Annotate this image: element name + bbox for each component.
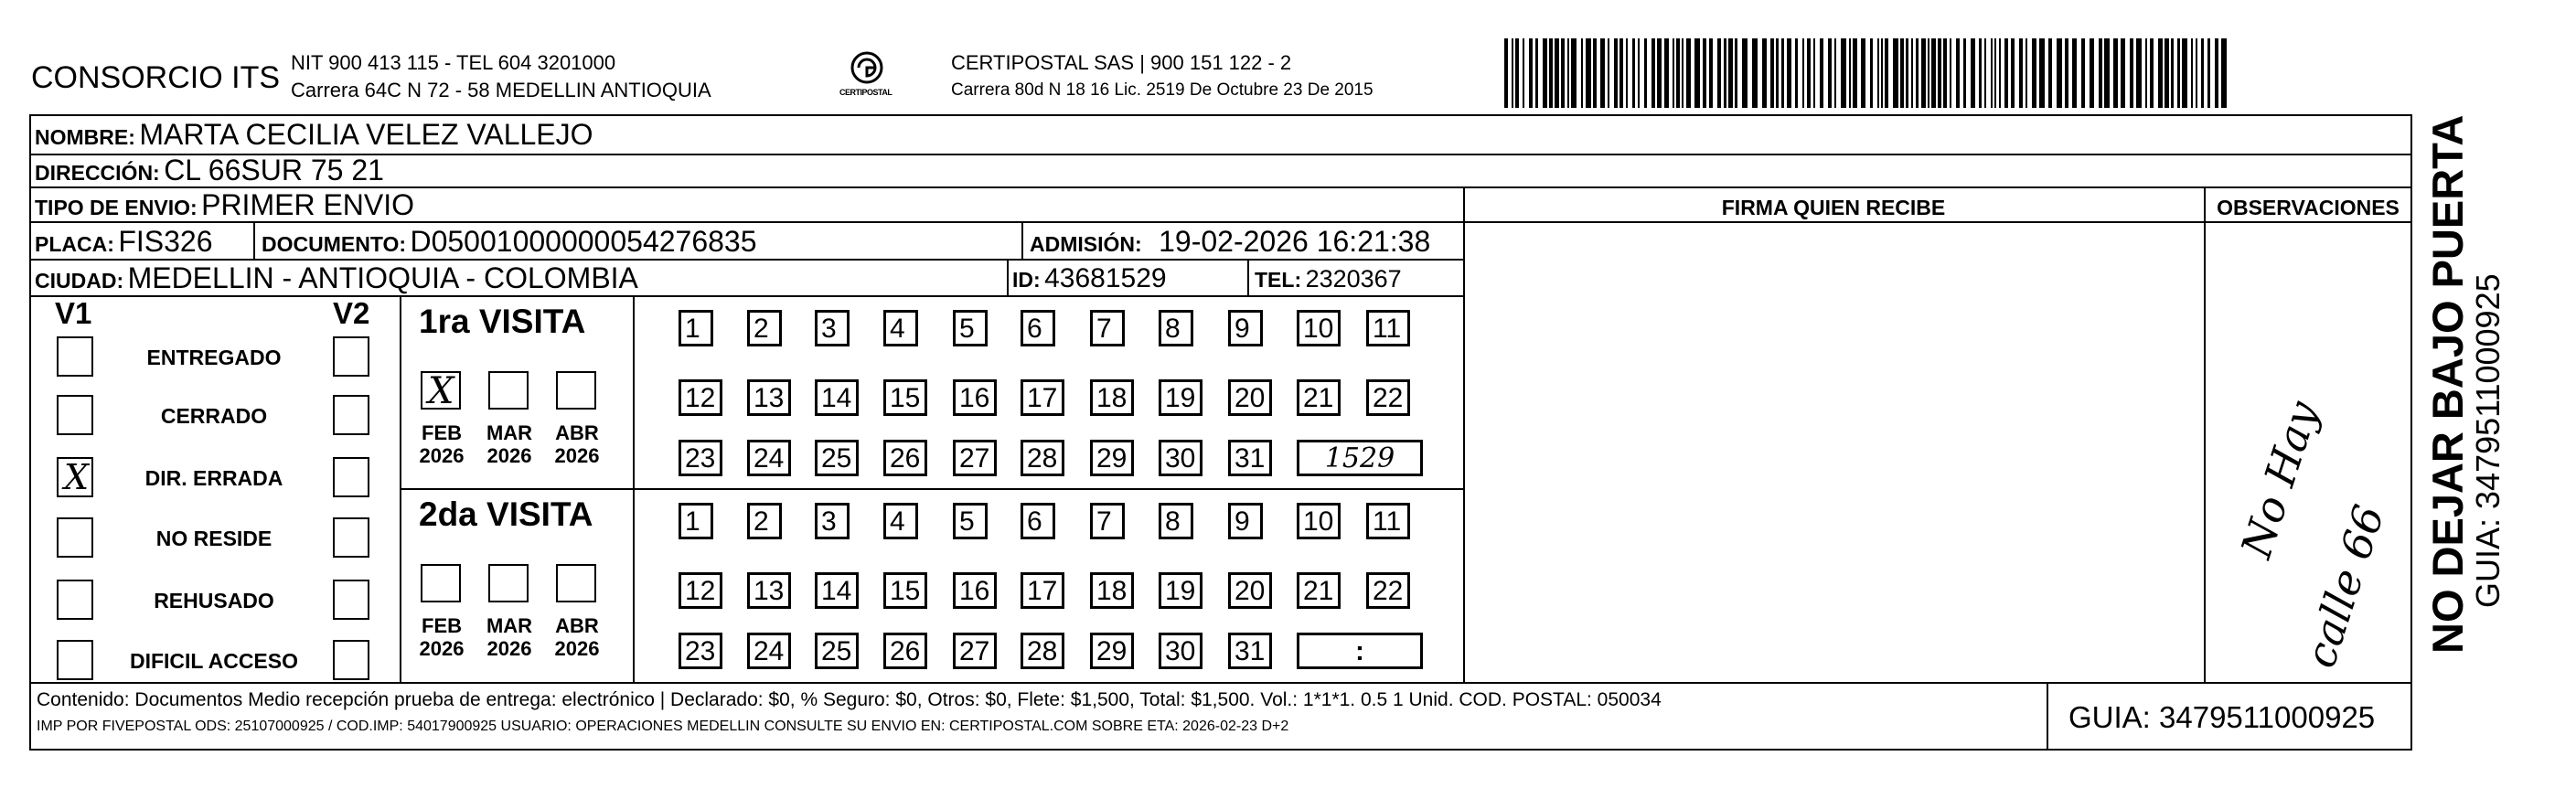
month-year: 2026 <box>554 444 600 467</box>
barcode-bar <box>2026 38 2027 108</box>
visit-day-box[interactable]: 18 <box>1090 572 1134 609</box>
barcode-bar <box>2081 38 2085 108</box>
barcode-bar <box>1673 38 1674 108</box>
visit-day-box[interactable]: 24 <box>747 440 791 476</box>
barcode-bar <box>2207 38 2210 108</box>
visit-month-label <box>415 421 468 467</box>
visit-day-box[interactable]: 13 <box>747 379 791 416</box>
barcode-bar <box>1820 38 1823 108</box>
visit-month-checkbox[interactable] <box>488 371 529 410</box>
nombre-value: MARTA CECILIA VELEZ VALLEJO <box>139 118 593 151</box>
company-name: CONSORCIO ITS <box>31 60 281 95</box>
tel-row <box>1255 265 1402 293</box>
barcode-bar <box>1802 38 1804 108</box>
month-year: 2026 <box>419 444 465 467</box>
barcode-bar <box>1849 38 1851 108</box>
barcode-bar <box>2004 38 2008 108</box>
status-v1-checkbox[interactable] <box>57 395 93 435</box>
barcode-bar <box>1885 38 1888 108</box>
visit-day-box[interactable]: 6 <box>1021 310 1055 346</box>
barcode-bar <box>1931 38 1936 108</box>
status-v1-checkbox[interactable] <box>57 457 93 497</box>
status-label: NO RESIDE <box>155 527 273 550</box>
checkbox-mark <box>558 370 563 412</box>
visit-day-box[interactable]: 19 <box>1159 379 1202 416</box>
status-label: ENTREGADO <box>146 346 282 369</box>
admision-label: ADMISIÓN: <box>1030 232 1142 256</box>
status-v2-checkbox[interactable] <box>333 395 369 435</box>
status-label: CERRADO <box>160 404 268 428</box>
tel-value: 2320367 <box>1305 265 1402 293</box>
visit-day-box[interactable]: 29 <box>1090 633 1134 669</box>
checkbox-mark <box>335 580 340 620</box>
logo-text: CERTIPOSTAL <box>839 88 893 97</box>
visit-day-box[interactable]: 23 <box>679 440 722 476</box>
barcode-bar <box>1787 38 1791 108</box>
barcode-bar <box>1984 38 1986 108</box>
visit-day-box[interactable]: 17 <box>1021 379 1064 416</box>
status-v1-checkbox[interactable] <box>57 640 93 680</box>
visit-title: 2da VISITA <box>419 495 593 533</box>
barcode-bar <box>2065 38 2068 108</box>
visit-day-box[interactable]: 17 <box>1021 572 1064 609</box>
visit-day-box[interactable]: 13 <box>747 572 791 609</box>
visit-month-checkbox[interactable] <box>421 371 461 410</box>
visit-month-label <box>415 614 468 660</box>
barcode-bar <box>1512 38 1513 108</box>
barcode-bar <box>1515 38 1519 108</box>
visit-day-box[interactable]: 25 <box>815 440 859 476</box>
barcode-bar <box>1881 38 1883 108</box>
nombre-row <box>35 118 593 152</box>
direccion-row <box>35 154 384 187</box>
visit-day-box[interactable]: 2 <box>747 503 782 539</box>
visit-day-box[interactable]: 31 <box>1228 440 1272 476</box>
visit-day-box[interactable]: 26 <box>883 633 927 669</box>
barcode-bar <box>2158 38 2163 108</box>
visit-day-box[interactable]: 5 <box>953 503 988 539</box>
barcode-bar <box>2090 38 2094 108</box>
barcode-bar <box>2177 38 2180 108</box>
visit-month-checkbox[interactable] <box>421 564 461 602</box>
barcode-bar <box>1549 38 1553 108</box>
barcode-bar <box>2196 38 2197 108</box>
barcode-bar <box>2032 38 2036 108</box>
barcode-bar <box>1571 38 1577 108</box>
footer-imp: IMP POR FIVEPOSTAL ODS: 25107000925 / COD.IMP: 54017900925 USUARIO: OPERACIONES MEDELLIN CONSULTE SU ENVIO EN: CERTIPOSTAL.COM SOBRE ETA: 2026-02-23 D+2 <box>37 719 1289 734</box>
visit-day-box[interactable]: 19 <box>1159 572 1202 609</box>
admision-row <box>1030 225 1430 259</box>
checkbox-mark <box>558 563 563 605</box>
barcode-bar <box>2221 38 2227 108</box>
barcode-bar <box>1841 38 1846 108</box>
barcode-bar <box>1676 38 1680 108</box>
status-v1-checkbox[interactable] <box>57 517 93 558</box>
direccion-label: DIRECCIÓN: <box>35 161 160 185</box>
visit-day-box[interactable]: 7 <box>1090 503 1125 539</box>
barcode-bar <box>2150 38 2154 108</box>
month-name: MAR <box>486 421 533 444</box>
visit-day-box[interactable]: 1 <box>679 503 713 539</box>
visit-month-label <box>483 614 536 660</box>
checkbox-mark <box>335 336 340 377</box>
checkbox-mark <box>422 563 428 605</box>
visit-day-box[interactable]: 15 <box>883 379 927 416</box>
tel-label: TEL: <box>1255 268 1302 292</box>
visit-day-box[interactable]: 24 <box>747 633 791 669</box>
checkbox-mark <box>335 517 340 558</box>
status-label: DIR. ERRADA <box>144 466 283 490</box>
visit-day-box[interactable]: 3 <box>815 503 850 539</box>
visit-day-box[interactable]: 30 <box>1159 633 1202 669</box>
visit-day-box[interactable]: 11 <box>1366 503 1410 539</box>
barcode-bar <box>1921 38 1926 108</box>
company-nit: NIT 900 413 115 - TEL 604 3201000 <box>291 51 616 74</box>
barcode-bar <box>1703 38 1706 108</box>
barcode-bar <box>1928 38 1929 108</box>
id-row <box>1012 263 1167 294</box>
checkbox-mark <box>490 563 496 605</box>
checkbox-mark <box>335 395 340 435</box>
barcode-bar <box>1644 38 1647 108</box>
status-v2-checkbox[interactable] <box>333 580 369 620</box>
visit-month-label <box>550 614 604 660</box>
barcode-bar <box>1877 38 1879 108</box>
barcode-bar <box>2057 38 2062 108</box>
visit-day-box[interactable]: 10 <box>1297 503 1341 539</box>
barcode-bar <box>1742 38 1748 108</box>
visit-day-box[interactable]: 1 <box>679 310 713 346</box>
visit-day-box[interactable]: 23 <box>679 633 722 669</box>
barcode-bar <box>1828 38 1832 108</box>
visit-day-box[interactable]: 20 <box>1228 379 1272 416</box>
barcode-bar <box>1632 38 1635 108</box>
side-no-dejar: NO DEJAR BAJO PUERTA <box>2423 114 2472 654</box>
barcode-bar <box>1963 38 1966 108</box>
status-v2-checkbox[interactable] <box>333 517 369 558</box>
barcode-bar <box>1614 38 1618 108</box>
month-year: 2026 <box>486 637 532 660</box>
barcode-bar <box>1728 38 1733 108</box>
barcode-bar <box>1694 38 1700 108</box>
visit-month-checkbox[interactable] <box>556 564 596 602</box>
certipostal-name: CERTIPOSTAL SAS | 900 151 122 - 2 <box>951 51 1292 74</box>
visit-day-box[interactable]: 25 <box>815 633 859 669</box>
barcode-bar <box>1593 38 1597 108</box>
barcode-bar <box>1543 38 1547 108</box>
barcode-bar <box>1682 38 1683 108</box>
barcode-bar <box>1999 38 2001 108</box>
barcode-bar <box>2039 38 2045 108</box>
checkbox-mark <box>59 580 64 620</box>
barcode-bar <box>1600 38 1605 108</box>
barcode-bar <box>2201 38 2204 108</box>
observaciones-header: OBSERVACIONES <box>2217 196 2400 219</box>
visit-day-box[interactable]: 22 <box>1366 572 1410 609</box>
month-name: ABR <box>555 614 599 637</box>
barcode-bar <box>2171 38 2174 108</box>
barcode-bar <box>1762 38 1767 108</box>
ciudad-label: CIUDAD: <box>35 269 124 293</box>
month-name: FEB <box>422 421 462 444</box>
footer-contenido: Contenido: Documentos Medio recepción prueba de entrega: electrónico | Declarado: $0, % Seguro: $0, Otros: $0, Flete: $1,500, Total: $1,500. Vol.: 1*1*1. 0.5 1 Unid. COD. POSTAL: 050034 <box>37 689 1662 710</box>
placa-value: FIS326 <box>118 225 213 258</box>
placa-row <box>35 225 213 259</box>
visit-day-box[interactable]: 18 <box>1090 379 1134 416</box>
tipo-row <box>35 188 414 222</box>
barcode-bar <box>1608 38 1609 108</box>
visit-day-box[interactable]: 31 <box>1228 633 1272 669</box>
status-label: REHUSADO <box>154 589 274 612</box>
barcode-bar <box>1770 38 1774 108</box>
ciudad-row <box>35 261 638 295</box>
visit-day-box[interactable]: 16 <box>953 379 997 416</box>
checkbox-mark <box>59 640 64 680</box>
footer-guia: GUIA: 3479511000925 <box>2068 700 2376 734</box>
observaciones-note-2: calle 66 <box>2295 498 2394 674</box>
admision-value: 19-02-2026 16:21:38 <box>1159 225 1431 258</box>
month-name: MAR <box>486 614 533 637</box>
barcode-bar <box>1567 38 1569 108</box>
visit-title: 1ra VISITA <box>419 303 586 340</box>
nombre-label: NOMBRE: <box>35 125 135 149</box>
documento-label: DOCUMENTO: <box>262 232 407 256</box>
visit-day-box[interactable]: 9 <box>1228 310 1263 346</box>
side-guia: GUIA: 3479511000925 <box>2469 273 2507 608</box>
firma-header: FIRMA QUIEN RECIBE <box>1721 196 1946 219</box>
visit-day-box[interactable]: 6 <box>1021 503 1055 539</box>
visit-day-box[interactable]: 20 <box>1228 572 1272 609</box>
checkbox-mark <box>59 336 64 377</box>
visit-day-box[interactable]: 3 <box>815 310 850 346</box>
barcode-bar <box>1752 38 1758 108</box>
barcode-bar <box>1938 38 1941 108</box>
visit-day-box[interactable]: 21 <box>1297 379 1341 416</box>
barcode-bar <box>2121 38 2125 108</box>
barcode-bar <box>1870 38 1873 108</box>
visit-day-box[interactable]: 12 <box>679 379 722 416</box>
barcode-bar <box>2130 38 2133 108</box>
visit-day-box[interactable]: 4 <box>883 503 918 539</box>
tipo-value: PRIMER ENVIO <box>201 188 415 221</box>
visit-day-box[interactable]: 10 <box>1297 310 1341 346</box>
barcode-bar <box>1657 38 1662 108</box>
visit-day-box[interactable]: 29 <box>1090 440 1134 476</box>
visit-day-box[interactable]: 30 <box>1159 440 1202 476</box>
barcode-bar <box>1991 38 1993 108</box>
barcode-bar <box>1529 38 1533 108</box>
documento-value: D05001000000054276835 <box>410 225 757 258</box>
checkbox-mark <box>59 517 64 558</box>
barcode-bar <box>2019 38 2023 108</box>
barcode-bar <box>2048 38 2052 108</box>
barcode-bar <box>2215 38 2218 108</box>
barcode-bar <box>1664 38 1669 108</box>
barcode-bar <box>1581 38 1583 108</box>
barcode-bar <box>1504 38 1508 108</box>
status-v2-checkbox[interactable] <box>333 457 369 497</box>
visit-month-label <box>483 421 536 467</box>
barcode-bar <box>1561 38 1565 108</box>
barcode-bar <box>1900 38 1904 108</box>
visit-time-value: 1529 <box>1324 442 1395 474</box>
checkbox-mark <box>335 640 340 680</box>
status-v2-checkbox[interactable] <box>333 640 369 680</box>
barcode-bar <box>1724 38 1726 108</box>
observaciones-note-1: No Hay <box>2231 395 2328 564</box>
checkbox-mark: X <box>64 457 90 497</box>
status-label: DIFICIL ACCESO <box>129 649 298 673</box>
id-label: ID: <box>1012 268 1041 292</box>
month-name: ABR <box>555 421 599 444</box>
visit-day-box[interactable]: 7 <box>1090 310 1125 346</box>
visit-day-box[interactable]: 21 <box>1297 572 1341 609</box>
v2-header: V2 <box>333 296 370 330</box>
checkbox-mark <box>335 457 340 497</box>
barcode-bar <box>2113 38 2118 108</box>
company-address: Carrera 64C N 72 - 58 MEDELLIN ANTIOQUIA <box>291 79 711 101</box>
month-year: 2026 <box>486 444 532 467</box>
barcode-bar <box>1979 38 1982 108</box>
barcode-bar <box>1971 38 1975 108</box>
barcode-bar <box>1943 38 1947 108</box>
visit-time-box[interactable] <box>1297 440 1423 476</box>
barcode-bar <box>1586 38 1591 108</box>
barcode-bar <box>1555 38 1559 108</box>
barcode-bar <box>1651 38 1655 108</box>
barcode-bar <box>2182 38 2187 108</box>
status-v1-checkbox[interactable] <box>57 580 93 620</box>
certipostal-logo <box>839 48 893 102</box>
tipo-label: TIPO DE ENVIO: <box>35 196 198 219</box>
month-year: 2026 <box>554 637 600 660</box>
v1-header: V1 <box>55 296 92 330</box>
visit-day-box[interactable]: 28 <box>1021 633 1064 669</box>
barcode-bar <box>2136 38 2142 108</box>
barcode-bar <box>1807 38 1811 108</box>
checkbox-mark <box>490 370 496 412</box>
barcode-bar <box>2145 38 2147 108</box>
visit-day-box[interactable]: 27 <box>953 633 997 669</box>
barcode-bar <box>1861 38 1865 108</box>
documento-row <box>262 225 757 259</box>
month-name: FEB <box>422 614 462 637</box>
visit-day-box[interactable]: 28 <box>1021 440 1064 476</box>
barcode-bar <box>1853 38 1857 108</box>
checkbox-mark: X <box>428 370 454 412</box>
visit-day-box[interactable]: 4 <box>883 310 918 346</box>
visit-day-box[interactable]: 14 <box>815 572 859 609</box>
barcode-bar <box>1735 38 1737 108</box>
placa-label: PLACA: <box>35 232 114 256</box>
barcode-bar <box>1638 38 1640 108</box>
barcode-bar <box>1686 38 1691 108</box>
visit-day-box[interactable]: 16 <box>953 572 997 609</box>
visit-time-box[interactable] <box>1297 633 1423 669</box>
barcode-bar <box>2099 38 2102 108</box>
visit-day-box[interactable]: 8 <box>1159 503 1193 539</box>
direccion-value: CL 66SUR 75 21 <box>164 154 384 186</box>
barcode-bar <box>2104 38 2110 108</box>
barcode-bar <box>1916 38 1919 108</box>
visit-day-box[interactable]: 11 <box>1366 310 1410 346</box>
barcode-bar <box>2164 38 2169 108</box>
certipostal-address: Carrera 80d N 18 16 Lic. 2519 De Octubre 23 De 2015 <box>951 80 1374 100</box>
visit-month-label <box>550 421 604 467</box>
barcode-bar <box>1709 38 1713 108</box>
barcode-bar <box>1813 38 1815 108</box>
barcode-bar <box>1535 38 1538 108</box>
status-v2-checkbox[interactable] <box>333 336 369 377</box>
barcode-bar <box>1626 38 1628 108</box>
barcode-bar <box>1717 38 1721 108</box>
checkbox-mark <box>59 395 64 435</box>
barcode-bar <box>1956 38 1960 108</box>
visit-month-checkbox[interactable] <box>488 564 529 602</box>
visit-day-box[interactable]: 26 <box>883 440 927 476</box>
id-value: 43681529 <box>1044 263 1167 293</box>
visit-day-box[interactable]: 22 <box>1366 379 1410 416</box>
status-v1-checkbox[interactable] <box>57 336 93 377</box>
visit-day-box[interactable]: 8 <box>1159 310 1193 346</box>
barcode-bar <box>1795 38 1798 108</box>
visit-day-box[interactable]: 12 <box>679 572 722 609</box>
barcode-bar <box>1776 38 1779 108</box>
barcode-bar <box>2191 38 2193 108</box>
barcode-bar <box>1911 38 1913 108</box>
visit-day-box[interactable]: 15 <box>883 572 927 609</box>
month-year: 2026 <box>419 637 465 660</box>
visit-day-box[interactable]: 5 <box>953 310 988 346</box>
barcode-bar <box>1834 38 1836 108</box>
ciudad-value: MEDELLIN - ANTIOQUIA - COLOMBIA <box>127 261 638 294</box>
barcode <box>1504 38 2227 108</box>
barcode-bar <box>1619 38 1623 108</box>
barcode-bar <box>1523 38 1524 108</box>
barcode-bar <box>1906 38 1908 108</box>
barcode-bar <box>1950 38 1951 108</box>
visit-day-box[interactable]: 9 <box>1228 503 1263 539</box>
barcode-bar <box>1893 38 1898 108</box>
barcode-bar <box>2011 38 2015 108</box>
visit-time-value: : <box>1355 636 1364 666</box>
barcode-bar <box>1994 38 1996 108</box>
barcode-bar <box>2072 38 2077 108</box>
barcode-bar <box>1781 38 1784 108</box>
visit-month-checkbox[interactable] <box>556 371 596 410</box>
visit-day-box[interactable]: 14 <box>815 379 859 416</box>
visit-day-box[interactable]: 2 <box>747 310 782 346</box>
visit-day-box[interactable]: 27 <box>953 440 997 476</box>
